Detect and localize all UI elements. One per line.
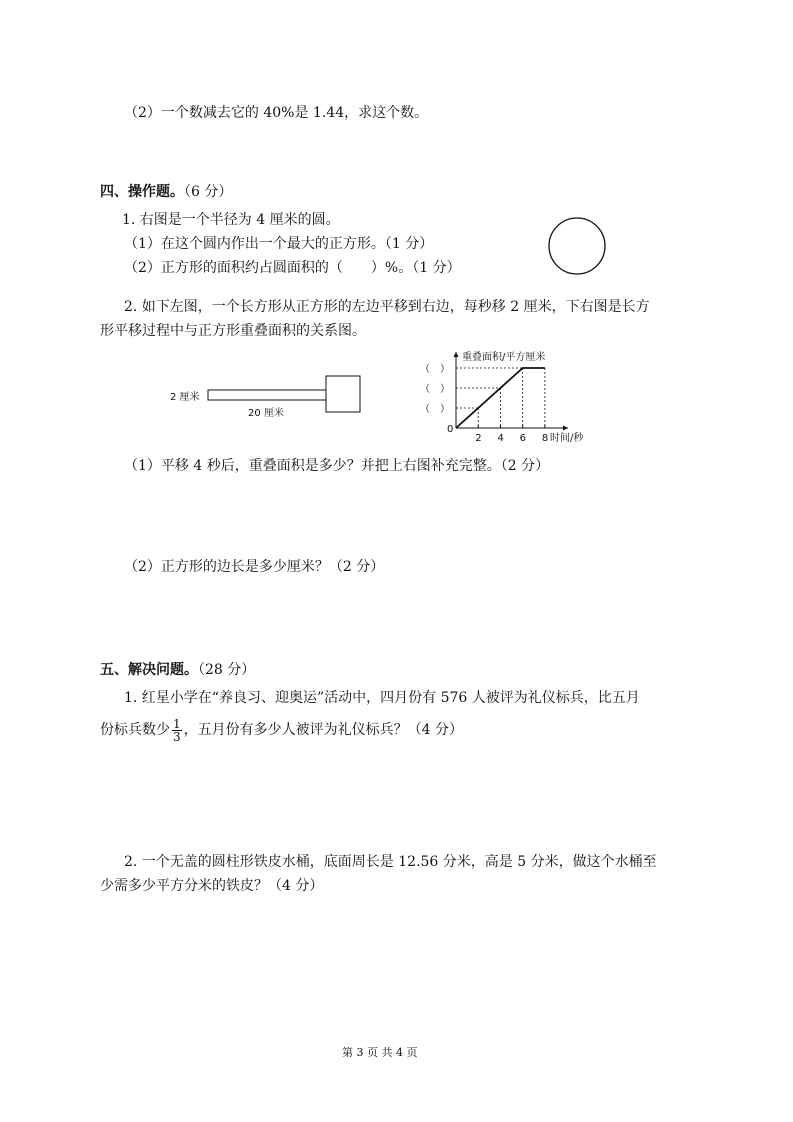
- s4-q1-stem: 1. 右图是一个半径为 4 厘米的圆。: [122, 212, 340, 228]
- y-tick-label-2: （ ）: [420, 384, 450, 395]
- section5-title: 五、解决问题。: [100, 662, 198, 678]
- fixed-square: [326, 376, 360, 412]
- section4-score: （6 分）: [184, 184, 233, 200]
- section4-heading: [100, 183, 232, 201]
- s4-q2-sub2: （2）正方形的边长是多少厘米？（2 分）: [124, 559, 385, 575]
- translation-figure: [160, 368, 370, 426]
- s5-q1-line2: [100, 716, 463, 744]
- fraction-numerator: 1: [173, 716, 181, 731]
- y-tick-label-3: （ ）: [420, 404, 450, 415]
- s5-q1-line1: 1. 红星小学在“养良习、迎奥运”活动中，四月份有 576 人被评为礼仪标兵，比五月: [124, 690, 640, 706]
- fraction-one-third: [172, 718, 182, 743]
- circle-figure: [547, 206, 609, 288]
- sliding-rectangle: [208, 390, 326, 400]
- x-tick-label-6: 6: [519, 433, 527, 444]
- s4-q2-stem-line1: 2. 如下左图，一个长方形从正方形的左边平移到右边，每秒移 2 厘米，下右图是长方: [124, 299, 650, 315]
- page-footer: 第 3 页 共 4 页: [342, 1046, 418, 1059]
- section5-heading: [100, 661, 255, 679]
- q3-part2: （2）一个数减去它的 40%是 1.44，求这个数。: [124, 105, 429, 121]
- rect-length-label: 20 厘米: [248, 408, 284, 419]
- section4-title: 四、操作题。: [100, 184, 184, 200]
- s4-q1-sub2: （2）正方形的面积约占圆面积的（ ）%。（1 分）: [124, 260, 461, 276]
- x-tick-label-2: 2: [475, 433, 482, 444]
- s4-q1-sub1: （1）在这个圆内作出一个最大的正方形。（1 分）: [124, 236, 434, 252]
- s5-q2-line1: 2. 一个无盖的圆柱形铁皮水桶，底面周长是 12.56 分米，高是 5 分米，做这个水桶至: [124, 854, 657, 870]
- section5-score: （28 分）: [198, 662, 256, 678]
- s4-q2-stem-line2: 形平移过程中与正方形重叠面积的关系图。: [100, 323, 366, 339]
- rect-width-label: 2 厘米: [170, 392, 200, 403]
- s5-q1-line2-before: 份标兵数少: [100, 722, 170, 738]
- circle-shape: [549, 218, 605, 274]
- x-tick-label-8: 8: [541, 433, 549, 444]
- x-axis-arrow: [563, 426, 568, 431]
- chart-origin: 0: [447, 424, 454, 435]
- overlap-area-chart: [416, 346, 606, 446]
- s5-q1-line2-after: ，五月份有多少人被评为礼仪标兵？（4 分）: [183, 722, 463, 738]
- x-tick-label-4: 4: [497, 433, 504, 444]
- fraction-denominator: 3: [173, 729, 181, 744]
- s5-q2-line2: 少需多少平方分米的铁皮？（4 分）: [100, 878, 324, 894]
- chart-ylabel: 重叠面积/平方厘米: [462, 352, 546, 363]
- y-tick-label-1: （ ）: [420, 364, 450, 375]
- chart-xlabel: 时间/秒: [550, 433, 584, 444]
- s4-q2-sub1: （1）平移 4 秒后，重叠面积是多少？并把上右图补充完整。（2 分）: [124, 458, 550, 474]
- y-axis-arrow: [454, 352, 459, 357]
